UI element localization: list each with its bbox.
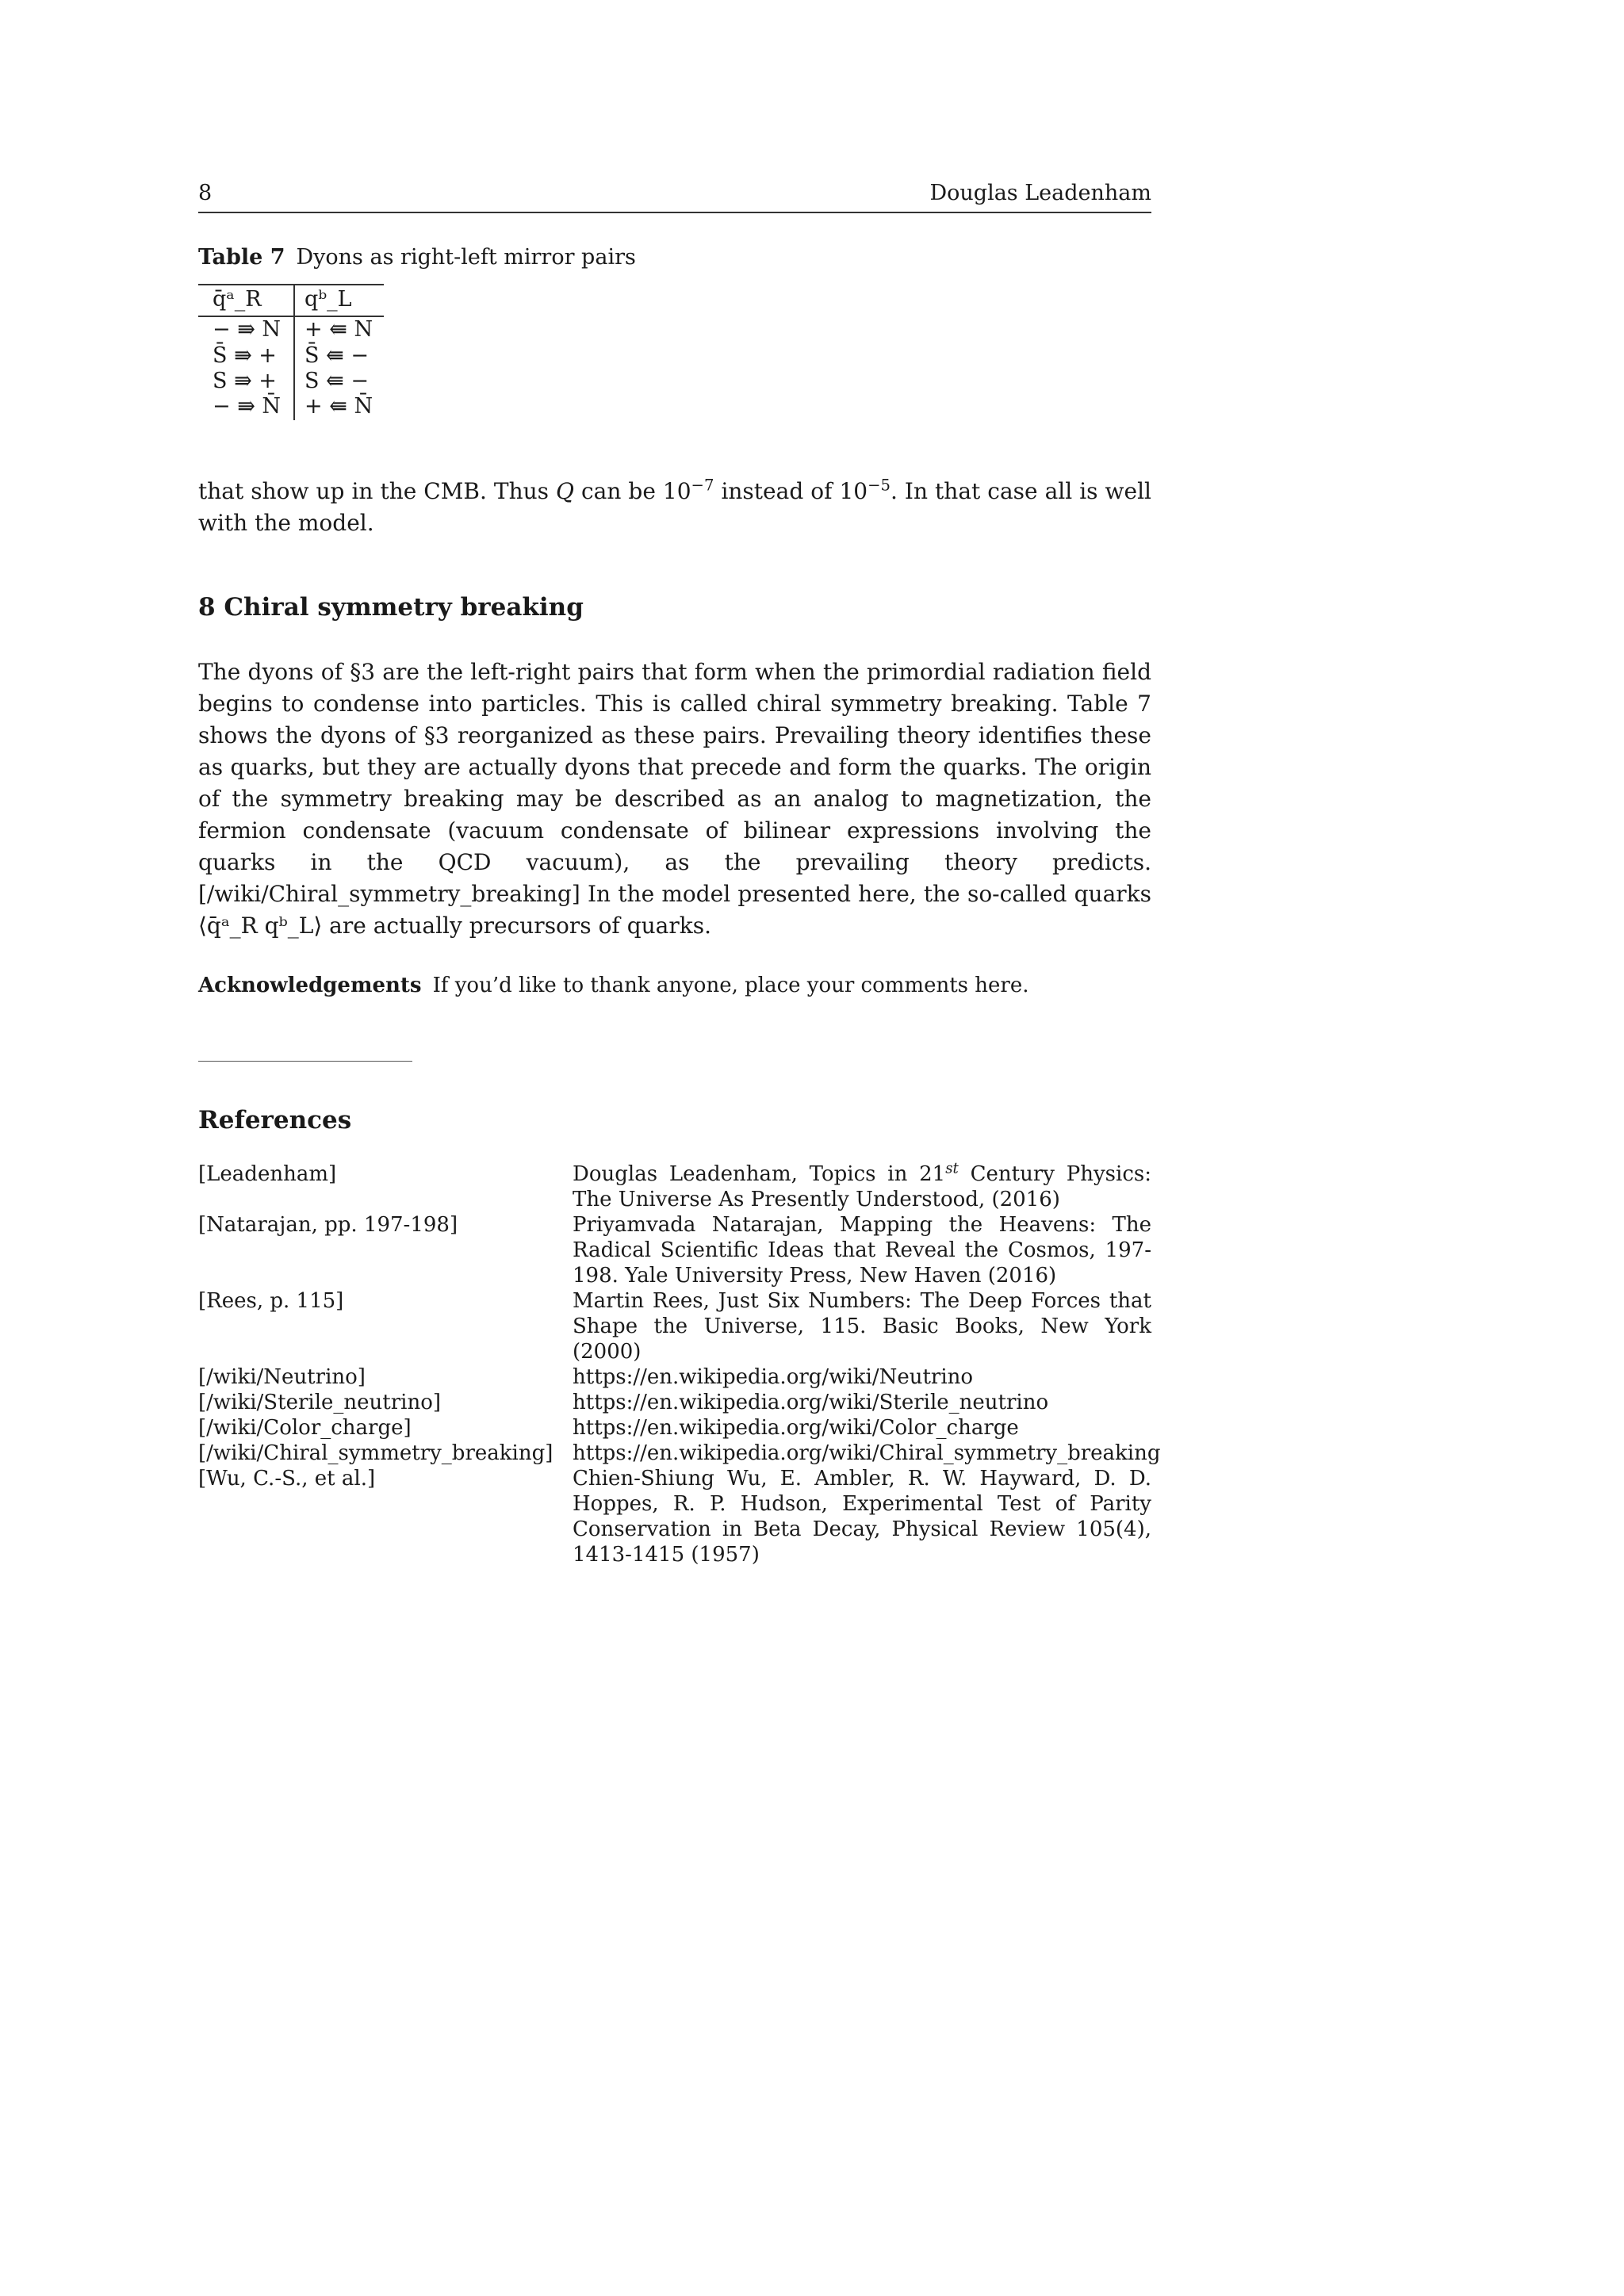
paragraph-chiral — [198, 656, 1151, 942]
table-row — [198, 369, 384, 394]
reference-list — [198, 1160, 1161, 1567]
list-item — [198, 1161, 1151, 1212]
ref-text — [573, 1161, 1151, 1212]
list-item — [198, 1415, 1151, 1441]
text-span: . In that case all is well with the model. — [198, 477, 1151, 536]
exponent: −7 — [691, 476, 714, 495]
ref-link[interactable]: https://en.wikipedia.org/wiki/Sterile_neutrino — [573, 1390, 1049, 1414]
text-span: are actually precursors of quarks. — [322, 912, 711, 939]
ack-label: Acknowledgements — [198, 973, 422, 997]
table-caption — [198, 245, 1151, 270]
ref-key: [/wiki/Chiral_symmetry_breaking] — [198, 1441, 553, 1465]
table-label: Table 7 — [198, 245, 285, 270]
superscript: st — [945, 1160, 959, 1177]
math-q: Q — [556, 477, 574, 504]
list-item — [198, 1288, 1151, 1364]
table-cell: S ⇛ + — [198, 369, 294, 394]
text-span: can be 10 — [573, 477, 691, 504]
ref-text: Chien-Shiung Wu, E. Ambler, R. W. Hayward, D. D. Hoppes, R. P. Hudson, Experimental Test of Parity Conservation in Beta Decay, Physical Review 105(4), 1413-1415 (1957) — [573, 1466, 1151, 1567]
page — [198, 181, 1161, 1567]
paragraph-cmb — [198, 476, 1151, 539]
references-heading: References — [198, 1105, 352, 1135]
math-quark-pair: ⟨q̄ᵃ_R qᵇ_L⟩ — [198, 912, 323, 939]
table-header-qr: q̄ᵃ_R — [198, 285, 294, 316]
list-item — [198, 1466, 1151, 1567]
ref-link[interactable]: https://en.wikipedia.org/wiki/Color_charge — [573, 1415, 1019, 1440]
table-cell: S ⇚ − — [304, 369, 369, 394]
section-title: Chiral symmetry breaking — [224, 592, 584, 622]
table-caption-text: Dyons as right-left mirror pairs — [296, 245, 636, 270]
page-number: 8 — [198, 181, 213, 205]
list-item — [198, 1390, 1151, 1415]
divider — [198, 1061, 412, 1062]
list-item — [198, 1212, 1151, 1288]
ref-key: [Wu, C.-S., et al.] — [198, 1466, 376, 1490]
acknowledgements — [198, 974, 1151, 997]
section-number: 8 — [198, 592, 216, 622]
text-span: Century Physics: The Universe As Presently Understood, (2016) — [573, 1161, 1152, 1211]
ref-text: Martin Rees, Just Six Numbers: The Deep Forces that Shape the Universe, 115. Basic Books, New York (2000) — [573, 1288, 1151, 1364]
list-item — [198, 1364, 1151, 1390]
text-span: Douglas Leadenham, Topics in 21 — [573, 1161, 946, 1186]
table-cell: S̄ ⇛ + — [198, 343, 294, 369]
section-heading — [198, 593, 1151, 622]
ref-key: [/wiki/Sterile_neutrino] — [198, 1390, 442, 1414]
ref-link[interactable]: https://en.wikipedia.org/wiki/Chiral_symmetry_breaking — [573, 1441, 1161, 1465]
ref-key: [Leadenham] — [198, 1161, 337, 1186]
dyon-table — [198, 284, 384, 420]
ref-key: [/wiki/Color_charge] — [198, 1415, 412, 1440]
table-header-ql: qᵇ_L — [294, 285, 384, 316]
text-span: The dyons of §3 are the left-right pairs that form when the primordial radiation field begins to condense into particles. This is called chiral symmetry breaking. Table 7 shows the dyons of §3 reorganized as these pairs. Prevailing theory identifies these as quarks, but they are actually dyons that precede and form the quarks. The origin of the symmetry breaking may be described as an analog to magnetization, the fermion condensate (vacuum condensate of bilinear expressions involving the quarks in the QCD vacuum), as the prevailing theory predicts.[/wiki/Chiral_symmetry_breaking] In the model presented here, the so-called quarks — [198, 658, 1151, 907]
list-item — [198, 1441, 1161, 1466]
table-row — [198, 394, 384, 419]
text-span: instead of 10 — [714, 477, 868, 504]
ref-key: [/wiki/Neutrino] — [198, 1364, 366, 1389]
ack-text: If you’d like to thank anyone, place your comments here. — [432, 973, 1029, 997]
ref-key: [Natarajan, pp. 197-198] — [198, 1212, 458, 1237]
table-cell: + ⇚ N̄ — [304, 394, 373, 419]
table-cell: − ⇛ N — [198, 316, 294, 342]
running-author: Douglas Leadenham — [929, 181, 1151, 205]
ref-text: Priyamvada Natarajan, Mapping the Heavens: The Radical Scientific Ideas that Reveal the Cosmos, 197-198. Yale University Press, New Haven (2016) — [573, 1212, 1151, 1288]
table-cell: S̄ ⇚ − — [304, 342, 369, 368]
ref-link[interactable]: https://en.wikipedia.org/wiki/Neutrino — [573, 1364, 974, 1389]
exponent: −5 — [868, 476, 891, 495]
ref-key: [Rees, p. 115] — [198, 1288, 344, 1313]
table-row — [198, 343, 384, 369]
table-cell: − ⇛ N̄ — [198, 394, 294, 419]
table-cell: + ⇚ N — [304, 317, 373, 342]
text-span: that show up in the CMB. Thus — [198, 477, 557, 504]
table-row — [198, 316, 384, 342]
running-header — [198, 181, 1151, 213]
